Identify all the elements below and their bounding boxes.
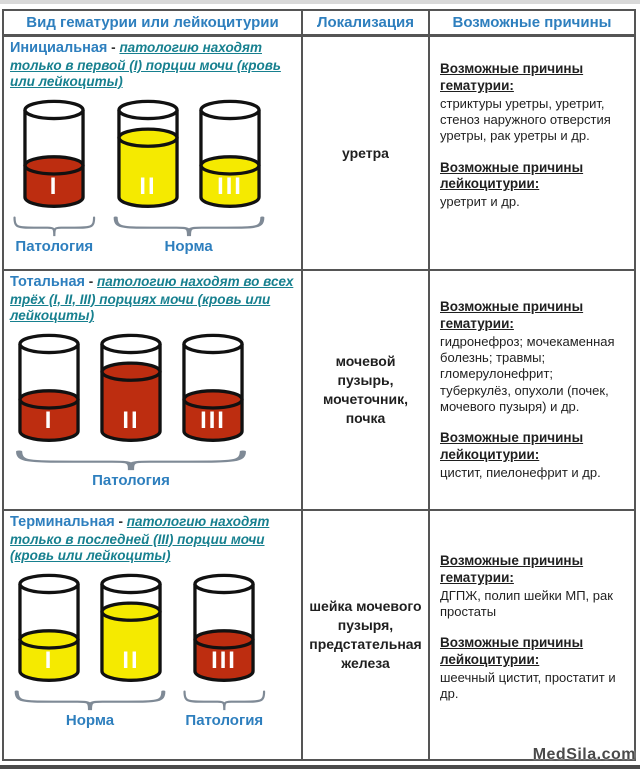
cause-block-hematuria bbox=[440, 299, 624, 415]
row-terminal-desc-text: патологию находят только в последней (III) порции мочи (кровь или лейкоциты) bbox=[10, 514, 270, 564]
row-initial-localization: уретра bbox=[303, 37, 430, 271]
cause-heading: Возможные причины гематурии: bbox=[440, 61, 584, 93]
cup-rim bbox=[119, 101, 177, 118]
cause-body: цистит, пиелонефрит и др. bbox=[440, 464, 601, 480]
cup-rim bbox=[102, 335, 160, 352]
bottom-strip bbox=[0, 765, 640, 769]
row-initial-beaker-groups bbox=[10, 95, 295, 255]
pathology-group bbox=[12, 333, 250, 489]
row-initial-causes bbox=[430, 37, 634, 271]
dash: - bbox=[88, 274, 94, 289]
row-initial-type-cell bbox=[4, 37, 303, 271]
cause-block-leukocyturia bbox=[440, 160, 624, 211]
group-label-norm: Норма bbox=[65, 711, 115, 729]
beaker-portion-3 bbox=[197, 99, 263, 212]
row-terminal-localization: шейка мочевого пузыря, предстательная железа bbox=[303, 511, 430, 759]
group-label-pathology: Патология bbox=[15, 237, 94, 255]
cause-heading: Возможные причины лейкоцитурии: bbox=[440, 635, 584, 668]
cause-heading: Возможные причины гематурии: bbox=[440, 553, 584, 585]
liquid-surface bbox=[20, 390, 78, 407]
cause-block-hematuria bbox=[440, 553, 624, 620]
pathology-group bbox=[182, 573, 267, 729]
beaker-portion-3 bbox=[191, 573, 257, 686]
group-label-pathology: Патология bbox=[185, 711, 264, 729]
group-label-norm: Норма bbox=[164, 237, 213, 255]
row-initial-name: Инициальная bbox=[10, 40, 108, 56]
beaker-portion-2 bbox=[115, 99, 181, 212]
cause-heading: Возможные причины лейкоцитурии: bbox=[440, 159, 584, 192]
top-strip bbox=[0, 0, 640, 4]
liquid-surface bbox=[184, 390, 242, 407]
liquid-surface bbox=[102, 603, 160, 620]
cup-rim bbox=[201, 101, 259, 118]
cause-body: стриктуры уретры, уретрит, стеноз наружного отверстия уретры, рак уретры и др. bbox=[440, 95, 611, 144]
cause-body: уретрит и др. bbox=[440, 194, 520, 210]
brace bbox=[182, 689, 267, 711]
cause-block-leukocyturia bbox=[440, 635, 624, 702]
beaker-portion-1 bbox=[16, 573, 82, 686]
dash: - bbox=[111, 40, 116, 55]
brace bbox=[111, 215, 267, 237]
liquid-surface bbox=[119, 129, 177, 146]
beaker-portion-2 bbox=[98, 333, 164, 446]
row-terminal-description bbox=[10, 514, 295, 565]
liquid-surface bbox=[25, 156, 83, 173]
cup-rim bbox=[25, 101, 83, 118]
row-total-localization: мочевой пузырь, мочеточник, почка bbox=[303, 271, 430, 511]
norm-group bbox=[12, 573, 168, 729]
hematuria-table bbox=[2, 9, 636, 761]
liquid-surface bbox=[102, 363, 160, 380]
portion-number: II bbox=[122, 646, 140, 674]
brace bbox=[12, 215, 97, 237]
portion-number: II bbox=[139, 172, 157, 200]
beaker-portion-1 bbox=[21, 99, 87, 212]
cause-block-hematuria bbox=[440, 61, 624, 145]
dash: - bbox=[118, 514, 124, 529]
row-terminal-causes bbox=[430, 511, 634, 759]
portion-number: III bbox=[216, 172, 243, 200]
header-localization-column: Локализация bbox=[303, 11, 430, 37]
cause-body: шеечный цистит, простатит и др. bbox=[440, 670, 616, 702]
brace bbox=[12, 449, 250, 471]
row-initial-desc-text: патологию находят только в первой (I) порции мочи (кровь или лейкоциты) bbox=[10, 40, 281, 90]
row-total-name: Тотальная bbox=[10, 274, 86, 290]
portion-number: I bbox=[44, 406, 54, 434]
cause-heading: Возможные причины гематурии: bbox=[440, 299, 584, 331]
cause-body: гидронефроз; мочекаменная болезнь; травмы; гломерулонефрит; туберкулёз, опухоли (почек, мочевого пузыря) и др. bbox=[440, 333, 615, 414]
portion-number: I bbox=[44, 646, 54, 674]
row-total-desc-text: патологию находят во всех трёх (I, II, III) порциях мочи (кровь или лейкоциты) bbox=[10, 274, 294, 324]
portion-number: II bbox=[122, 406, 140, 434]
row-total-description bbox=[10, 274, 295, 325]
cause-heading: Возможные причины лейкоцитурии: bbox=[440, 430, 584, 462]
header-causes-column: Возможные причины bbox=[430, 11, 634, 37]
group-label-pathology: Патология bbox=[92, 471, 170, 489]
beaker-portion-1 bbox=[16, 333, 82, 446]
pathology-group bbox=[12, 99, 97, 255]
beaker-portion-2 bbox=[98, 573, 164, 686]
portion-number: III bbox=[211, 646, 238, 674]
cup-rim bbox=[184, 335, 242, 352]
cup-rim bbox=[20, 575, 78, 592]
brace bbox=[12, 689, 168, 711]
liquid-surface bbox=[20, 630, 78, 647]
beaker-portion-3 bbox=[180, 333, 246, 446]
liquid-surface bbox=[195, 630, 253, 647]
cup-rim bbox=[102, 575, 160, 592]
row-initial-description bbox=[10, 40, 295, 91]
portion-number: I bbox=[50, 172, 59, 200]
row-terminal-beaker-groups bbox=[10, 569, 295, 729]
cause-body: ДГПЖ, полип шейки МП, рак простаты bbox=[440, 587, 613, 619]
portion-number: III bbox=[200, 406, 226, 434]
header-type-column: Вид гематурии или лейкоцитурии bbox=[4, 11, 303, 37]
cup-rim bbox=[195, 575, 253, 592]
cup-rim bbox=[20, 335, 78, 352]
cause-block-leukocyturia bbox=[440, 430, 624, 481]
site-watermark: MedSila.com bbox=[532, 746, 636, 763]
row-total-type-cell bbox=[4, 271, 303, 511]
row-terminal-type-cell bbox=[4, 511, 303, 759]
norm-group bbox=[111, 99, 267, 255]
row-total-beaker-groups bbox=[10, 329, 295, 489]
liquid-surface bbox=[201, 156, 259, 173]
row-terminal-name: Терминальная bbox=[10, 514, 115, 530]
row-total-causes bbox=[430, 271, 634, 511]
